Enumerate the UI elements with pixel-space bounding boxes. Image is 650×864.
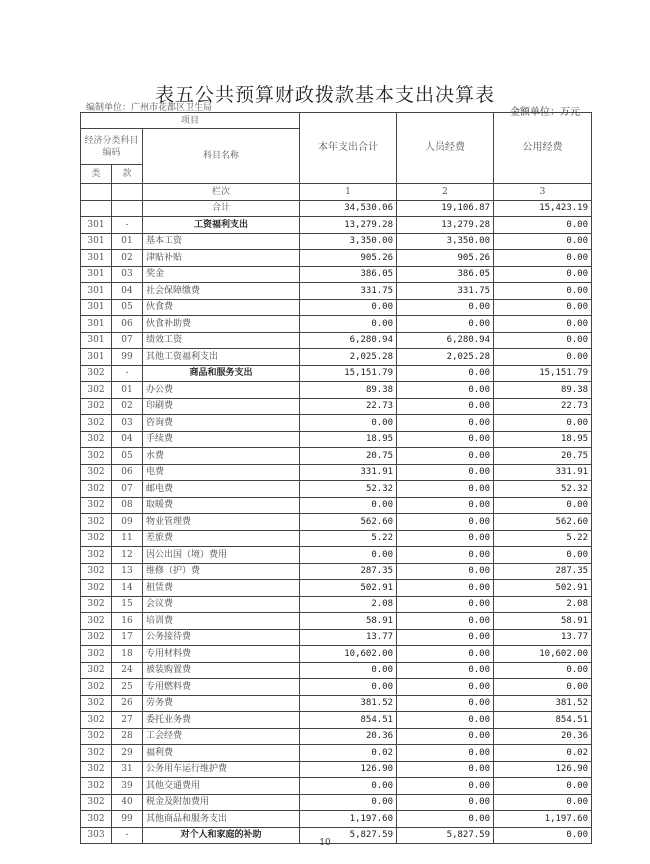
row-lei: 302	[81, 728, 112, 745]
row-lei: 302	[81, 778, 112, 795]
row-kuan: 15	[112, 596, 143, 613]
row-public: 0.00	[494, 332, 592, 349]
row-lei: 302	[81, 745, 112, 762]
row-personnel: 0.00	[397, 811, 494, 828]
row-subject-name: 社会保障缴费	[143, 283, 300, 300]
row-total: 0.00	[300, 662, 397, 679]
row-personnel: 0.00	[397, 431, 494, 448]
row-lei: 302	[81, 398, 112, 415]
lanci-2: 2	[397, 184, 494, 201]
row-personnel: 0.00	[397, 398, 494, 415]
row-public: 0.00	[494, 316, 592, 333]
row-total: 13.77	[300, 629, 397, 646]
table-row	[81, 629, 592, 646]
row-personnel: 905.26	[397, 250, 494, 267]
table-row	[81, 580, 592, 597]
row-public: 52.32	[494, 481, 592, 498]
row-total: 22.73	[300, 398, 397, 415]
lanci-1: 1	[300, 184, 397, 201]
row-subject-name: 办公费	[143, 382, 300, 399]
row-lei: 302	[81, 563, 112, 580]
row-personnel: 0.00	[397, 547, 494, 564]
row-total: 0.00	[300, 415, 397, 432]
row-subject-name: 培训费	[143, 613, 300, 630]
row-lei: 302	[81, 448, 112, 465]
table-row	[81, 398, 592, 415]
row-total: 10,602.00	[300, 646, 397, 663]
row-total: 905.26	[300, 250, 397, 267]
row-personnel: 0.00	[397, 382, 494, 399]
row-kuan: 29	[112, 745, 143, 762]
row-public: 89.38	[494, 382, 592, 399]
row-total: 381.52	[300, 695, 397, 712]
table-row	[81, 266, 592, 283]
row-lei: 302	[81, 679, 112, 696]
row-personnel: 386.05	[397, 266, 494, 283]
row-personnel: 0.00	[397, 662, 494, 679]
row-kuan: 04	[112, 431, 143, 448]
row-lei: 301	[81, 349, 112, 366]
row-total: 126.90	[300, 761, 397, 778]
row-personnel: 0.00	[397, 712, 494, 729]
row-kuan: 17	[112, 629, 143, 646]
row-lei: 302	[81, 596, 112, 613]
row-public: 0.00	[494, 266, 592, 283]
lanci-3: 3	[494, 184, 592, 201]
row-personnel: 0.00	[397, 679, 494, 696]
lanci-label: 栏次	[143, 184, 300, 201]
row-kuan: 02	[112, 398, 143, 415]
row-subject-name: 物业管理费	[143, 514, 300, 531]
row-personnel: 0.00	[397, 613, 494, 630]
row-subject-name: 委托业务费	[143, 712, 300, 729]
row-subject-name: 电费	[143, 464, 300, 481]
row-public: 0.00	[494, 349, 592, 366]
row-public: 0.00	[494, 794, 592, 811]
row-total: 5,827.59	[300, 827, 397, 844]
row-subject-name: 维修（护）费	[143, 563, 300, 580]
row-total: 2,025.28	[300, 349, 397, 366]
table-row	[81, 547, 592, 564]
row-total: 854.51	[300, 712, 397, 729]
row-lei: 302	[81, 761, 112, 778]
row-kuan: 12	[112, 547, 143, 564]
row-lei: 301	[81, 233, 112, 250]
row-kuan: 13	[112, 563, 143, 580]
row-total: 331.91	[300, 464, 397, 481]
row-kuan: 18	[112, 646, 143, 663]
row-kuan: 39	[112, 778, 143, 795]
row-personnel: 0.00	[397, 497, 494, 514]
table-row	[81, 646, 592, 663]
table-row	[81, 481, 592, 498]
row-public: 0.00	[494, 283, 592, 300]
row-public: 287.35	[494, 563, 592, 580]
table-row	[81, 365, 592, 382]
row-subject-name: 津贴补贴	[143, 250, 300, 267]
row-kuan: 01	[112, 382, 143, 399]
row-subject-name: 福利费	[143, 745, 300, 762]
header-lei: 类	[81, 165, 112, 184]
row-subject-name: 被装购置费	[143, 662, 300, 679]
row-total: 13,279.28	[300, 217, 397, 234]
row-subject-name: 商品和服务支出	[143, 365, 300, 382]
row-subject-name: 伙食补助费	[143, 316, 300, 333]
table-row	[81, 530, 592, 547]
row-kuan: 08	[112, 497, 143, 514]
row-kuan: 11	[112, 530, 143, 547]
row-personnel: 0.00	[397, 761, 494, 778]
row-lei: 302	[81, 514, 112, 531]
table-row	[81, 349, 592, 366]
row-subject-name: 对个人和家庭的补助	[143, 827, 300, 844]
row-public: 22.73	[494, 398, 592, 415]
table-row	[81, 662, 592, 679]
row-kuan: -	[112, 217, 143, 234]
budget-table	[80, 112, 592, 844]
row-kuan: 03	[112, 415, 143, 432]
row-public: 0.00	[494, 662, 592, 679]
row-total: 0.00	[300, 497, 397, 514]
row-lei: 303	[81, 827, 112, 844]
row-lei: 302	[81, 794, 112, 811]
table-row	[81, 299, 592, 316]
total-label: 合计	[143, 200, 300, 217]
row-personnel: 0.00	[397, 365, 494, 382]
row-kuan: 01	[112, 233, 143, 250]
row-total: 89.38	[300, 382, 397, 399]
header-kuan: 款	[112, 165, 143, 184]
row-lei: 302	[81, 646, 112, 663]
table-row	[81, 250, 592, 267]
table-row	[81, 415, 592, 432]
table-row	[81, 794, 592, 811]
row-kuan: 27	[112, 712, 143, 729]
compiling-unit: 编制单位：广州市花都区卫生局	[86, 103, 213, 113]
lanci-row	[81, 184, 592, 201]
row-public: 562.60	[494, 514, 592, 531]
row-lei: 302	[81, 530, 112, 547]
total-personnel: 19,106.87	[397, 200, 494, 217]
header-econ-code: 经济分类科目编码	[81, 129, 143, 165]
row-personnel: 0.00	[397, 316, 494, 333]
table-row	[81, 761, 592, 778]
table-row	[81, 563, 592, 580]
row-public: 502.91	[494, 580, 592, 597]
row-total: 58.91	[300, 613, 397, 630]
row-lei: 301	[81, 217, 112, 234]
row-kuan: 31	[112, 761, 143, 778]
row-total: 0.00	[300, 547, 397, 564]
table-row	[81, 596, 592, 613]
header-project: 项目	[81, 113, 300, 129]
row-personnel: 0.00	[397, 629, 494, 646]
row-total: 331.75	[300, 283, 397, 300]
row-total: 0.00	[300, 679, 397, 696]
row-subject-name: 其他交通费用	[143, 778, 300, 795]
row-lei: 302	[81, 662, 112, 679]
row-kuan: 99	[112, 349, 143, 366]
row-total: 52.32	[300, 481, 397, 498]
row-subject-name: 印刷费	[143, 398, 300, 415]
row-subject-name: 会议费	[143, 596, 300, 613]
table-row	[81, 778, 592, 795]
row-public: 0.00	[494, 778, 592, 795]
row-personnel: 13,279.28	[397, 217, 494, 234]
row-kuan: 25	[112, 679, 143, 696]
row-public: 0.00	[494, 547, 592, 564]
table-row	[81, 728, 592, 745]
row-public: 854.51	[494, 712, 592, 729]
row-kuan: 99	[112, 811, 143, 828]
row-lei: 302	[81, 712, 112, 729]
amount-unit: 金额单位：万元	[510, 107, 580, 118]
row-kuan: 40	[112, 794, 143, 811]
row-subject-name: 专用燃料费	[143, 679, 300, 696]
row-lei: 301	[81, 283, 112, 300]
row-subject-name: 租赁费	[143, 580, 300, 597]
table-row	[81, 431, 592, 448]
row-lei: 302	[81, 695, 112, 712]
row-total: 15,151.79	[300, 365, 397, 382]
table-row	[81, 283, 592, 300]
row-subject-name: 手续费	[143, 431, 300, 448]
row-personnel: 0.00	[397, 415, 494, 432]
row-total: 562.60	[300, 514, 397, 531]
row-personnel: 0.00	[397, 646, 494, 663]
row-personnel: 0.00	[397, 299, 494, 316]
row-total: 0.00	[300, 299, 397, 316]
row-total: 18.95	[300, 431, 397, 448]
row-kuan: 26	[112, 695, 143, 712]
row-personnel: 0.00	[397, 794, 494, 811]
row-personnel: 0.00	[397, 448, 494, 465]
row-lei: 302	[81, 629, 112, 646]
table-row	[81, 448, 592, 465]
row-public: 0.00	[494, 679, 592, 696]
row-lei: 302	[81, 547, 112, 564]
row-kuan: 16	[112, 613, 143, 630]
row-public: 0.00	[494, 217, 592, 234]
row-public: 0.00	[494, 497, 592, 514]
row-public: 331.91	[494, 464, 592, 481]
row-lei: 302	[81, 365, 112, 382]
row-lei: 302	[81, 464, 112, 481]
row-lei: 302	[81, 613, 112, 630]
row-public: 20.36	[494, 728, 592, 745]
page-number: 10	[319, 838, 331, 848]
row-personnel: 0.00	[397, 745, 494, 762]
row-subject-name: 奖金	[143, 266, 300, 283]
table-row	[81, 332, 592, 349]
table-row	[81, 613, 592, 630]
row-total: 0.02	[300, 745, 397, 762]
row-kuan: 07	[112, 481, 143, 498]
table-row	[81, 514, 592, 531]
row-public: 2.08	[494, 596, 592, 613]
row-kuan: 09	[112, 514, 143, 531]
row-subject-name: 差旅费	[143, 530, 300, 547]
row-public: 381.52	[494, 695, 592, 712]
row-lei: 302	[81, 431, 112, 448]
table-row	[81, 497, 592, 514]
total-amount: 34,530.06	[300, 200, 397, 217]
row-public: 0.00	[494, 415, 592, 432]
row-total: 386.05	[300, 266, 397, 283]
table-row	[81, 679, 592, 696]
row-public: 0.00	[494, 299, 592, 316]
row-lei: 301	[81, 266, 112, 283]
row-personnel: 0.00	[397, 778, 494, 795]
row-subject-name: 公务接待费	[143, 629, 300, 646]
row-subject-name: 水费	[143, 448, 300, 465]
row-lei: 302	[81, 481, 112, 498]
row-subject-name: 咨询费	[143, 415, 300, 432]
row-kuan: 28	[112, 728, 143, 745]
row-subject-name: 税金及附加费用	[143, 794, 300, 811]
row-public: 10,602.00	[494, 646, 592, 663]
table-row	[81, 745, 592, 762]
row-subject-name: 伙食费	[143, 299, 300, 316]
row-lei: 302	[81, 497, 112, 514]
row-total: 5.22	[300, 530, 397, 547]
header-col-public: 公用经费	[494, 113, 592, 184]
page-title: 表五公共预算财政拨款基本支出决算表	[154, 84, 495, 106]
row-personnel: 0.00	[397, 695, 494, 712]
row-public: 20.75	[494, 448, 592, 465]
row-subject-name: 公务用车运行维护费	[143, 761, 300, 778]
row-kuan: 24	[112, 662, 143, 679]
row-subject-name: 专用材料费	[143, 646, 300, 663]
table-row	[81, 316, 592, 333]
row-kuan: 06	[112, 316, 143, 333]
row-kuan: -	[112, 365, 143, 382]
row-personnel: 3,350.00	[397, 233, 494, 250]
row-public: 0.02	[494, 745, 592, 762]
row-public: 0.00	[494, 250, 592, 267]
row-personnel: 0.00	[397, 530, 494, 547]
row-personnel: 5,827.59	[397, 827, 494, 844]
table-row	[81, 217, 592, 234]
row-personnel: 0.00	[397, 580, 494, 597]
row-total: 2.08	[300, 596, 397, 613]
row-subject-name: 其他商品和服务支出	[143, 811, 300, 828]
row-lei: 301	[81, 299, 112, 316]
row-public: 1,197.60	[494, 811, 592, 828]
row-kuan: 02	[112, 250, 143, 267]
row-total: 20.36	[300, 728, 397, 745]
row-total: 1,197.60	[300, 811, 397, 828]
header-col-total: 本年支出合计	[300, 113, 397, 184]
row-kuan: 05	[112, 299, 143, 316]
table-row	[81, 695, 592, 712]
row-total: 0.00	[300, 316, 397, 333]
header-subject-name: 科目名称	[143, 129, 300, 184]
row-kuan: 04	[112, 283, 143, 300]
row-kuan: -	[112, 827, 143, 844]
row-total: 287.35	[300, 563, 397, 580]
row-total: 3,350.00	[300, 233, 397, 250]
row-kuan: 07	[112, 332, 143, 349]
row-lei: 302	[81, 811, 112, 828]
row-kuan: 03	[112, 266, 143, 283]
total-public: 15,423.19	[494, 200, 592, 217]
row-subject-name: 因公出国（境）费用	[143, 547, 300, 564]
row-personnel: 2,025.28	[397, 349, 494, 366]
row-total: 6,280.94	[300, 332, 397, 349]
row-subject-name: 邮电费	[143, 481, 300, 498]
row-subject-name: 绩效工资	[143, 332, 300, 349]
row-subject-name: 其他工资福利支出	[143, 349, 300, 366]
row-lei: 302	[81, 580, 112, 597]
row-public: 13.77	[494, 629, 592, 646]
row-kuan: 14	[112, 580, 143, 597]
row-personnel: 0.00	[397, 728, 494, 745]
row-total: 0.00	[300, 794, 397, 811]
table-row	[81, 811, 592, 828]
row-total: 0.00	[300, 778, 397, 795]
row-total: 20.75	[300, 448, 397, 465]
row-total: 502.91	[300, 580, 397, 597]
row-lei: 301	[81, 250, 112, 267]
table-row	[81, 464, 592, 481]
row-subject-name: 劳务费	[143, 695, 300, 712]
row-public: 126.90	[494, 761, 592, 778]
row-lei: 301	[81, 332, 112, 349]
row-kuan: 05	[112, 448, 143, 465]
row-subject-name: 基本工资	[143, 233, 300, 250]
row-public: 5.22	[494, 530, 592, 547]
row-public: 58.91	[494, 613, 592, 630]
header-col-personnel: 人员经费	[397, 113, 494, 184]
header-row-1	[81, 113, 592, 129]
row-subject-name: 工资福利支出	[143, 217, 300, 234]
row-personnel: 0.00	[397, 481, 494, 498]
row-public: 0.00	[494, 827, 592, 844]
row-personnel: 0.00	[397, 563, 494, 580]
row-lei: 301	[81, 316, 112, 333]
row-personnel: 0.00	[397, 514, 494, 531]
row-kuan: 06	[112, 464, 143, 481]
row-public: 0.00	[494, 233, 592, 250]
table-row	[81, 712, 592, 729]
row-lei: 302	[81, 382, 112, 399]
row-subject-name: 工会经费	[143, 728, 300, 745]
row-personnel: 331.75	[397, 283, 494, 300]
row-lei: 302	[81, 415, 112, 432]
row-public: 15,151.79	[494, 365, 592, 382]
row-personnel: 0.00	[397, 464, 494, 481]
row-subject-name: 取暖费	[143, 497, 300, 514]
table-row	[81, 382, 592, 399]
row-personnel: 6,280.94	[397, 332, 494, 349]
table-row	[81, 233, 592, 250]
total-row	[81, 200, 592, 217]
row-public: 18.95	[494, 431, 592, 448]
row-personnel: 0.00	[397, 596, 494, 613]
